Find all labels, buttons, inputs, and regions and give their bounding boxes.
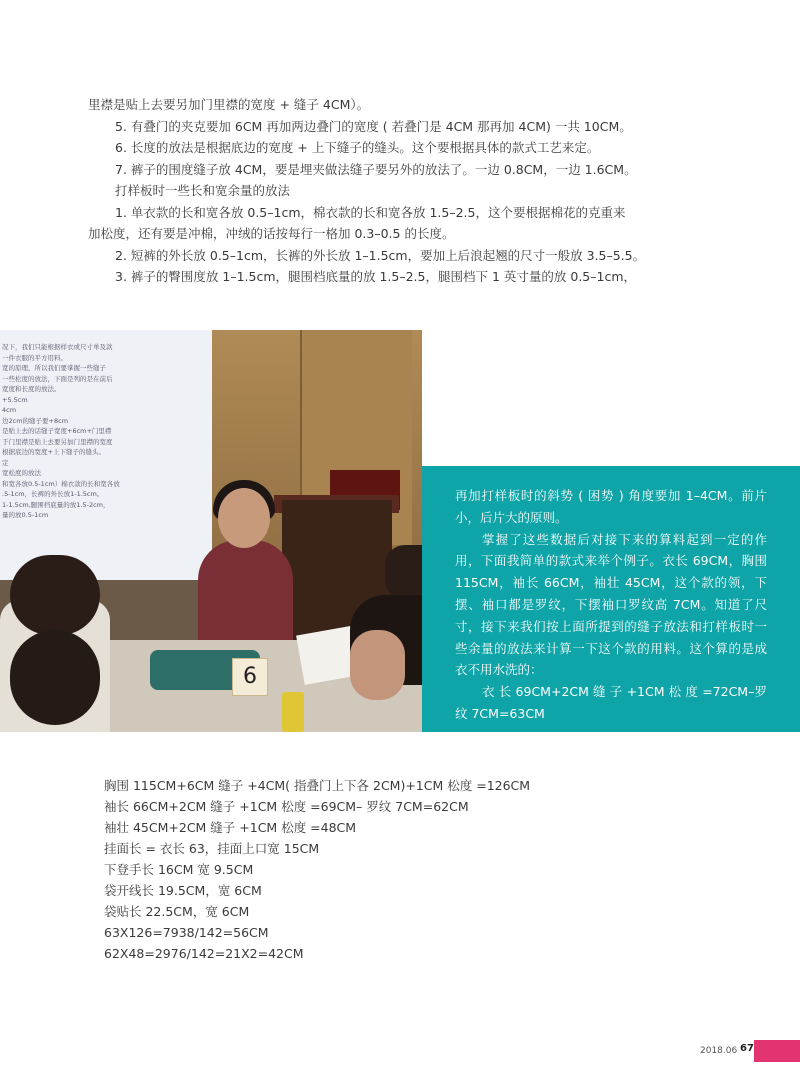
- calculation-line: 下登手长 16CM 宽 9.5CM: [104, 862, 254, 877]
- screen-line: .5-1cm，长裤的外长放1-1.5cm。: [2, 490, 104, 498]
- table-number-card: 6: [232, 658, 268, 696]
- screen-line: 一些松度的放法，下面是列的是在前后: [2, 374, 113, 383]
- calculation-line: 胸围 115CM+6CM 缝子 +4CM( 指叠门上下各 2CM)+1CM 松度 =126CM: [104, 778, 531, 793]
- top-paragraph: 7. 裤子的围度缝子放 4CM，要是埋夹做法缝子要另外的放法了。一边 0.8CM，一边 1.6CM。: [115, 161, 637, 177]
- screen-line: 宽的原理，所以我们要掌握一些缝子: [2, 364, 106, 372]
- top-paragraph: 3. 裤子的臀围度放 1–1.5cm，腿围档底量的放 1.5–2.5，腿围档下 1 英寸量的放 0.5–1cm，: [115, 269, 636, 284]
- photo-cup: [282, 692, 304, 732]
- photo-student-head-front: [10, 630, 100, 725]
- footer-accent-bar: [754, 1040, 800, 1062]
- photo-student-face-right: [350, 630, 405, 700]
- top-paragraph: 6. 长度的放法是根据底边的宽度 + 上下缝子的缝头。这个要根据具体的款式工艺来定。: [115, 140, 600, 155]
- top-paragraph: 里襟是贴上去要另加门里襟的宽度 + 缝子 4CM）。: [88, 97, 370, 112]
- screen-line: 于门里襟是贴上去要另加门里襟的宽度: [2, 437, 113, 446]
- top-body-text: [88, 94, 648, 288]
- photo-student-head: [10, 555, 100, 635]
- screen-line: 况下，我们只能根据样衣或尺寸单及款: [2, 343, 113, 351]
- screen-line: 定: [2, 458, 9, 467]
- top-paragraph: 5. 有叠门的夹克要加 6CM 再加两边叠门的宽度 ( 若叠门是 4CM 那再加 4CM) 一共 10CM。: [115, 118, 632, 134]
- teal-paragraph: 衣 长 69CM+2CM 缝 子 +1CM 松 度 =72CM–罗纹 7CM=63CM: [455, 684, 767, 721]
- screen-line: 宽松度的放法: [2, 469, 41, 477]
- screen-text: [2, 342, 207, 521]
- classroom-photo: [0, 330, 422, 732]
- screen-line: 4cm: [2, 406, 17, 414]
- screen-line: 一件衣服的平方用料。: [2, 353, 67, 362]
- calculation-line: 袋开线长 19.5CM，宽 6CM: [104, 883, 262, 898]
- calculation-line: 62X48=2976/142=21X2=42CM: [104, 946, 304, 961]
- teal-paragraph: 再加打样板时的斜势 ( 困势 ) 角度要加 1–4CM。前片小，后片大的原则。: [455, 488, 767, 525]
- teal-callout-text: [455, 485, 767, 725]
- screen-line: +5.5cm: [2, 395, 28, 404]
- photo-teacher-face: [218, 488, 270, 548]
- photo-student-head-right: [385, 545, 422, 600]
- screen-line: 根据底边的宽度+上下缝子的缝头。: [2, 448, 105, 456]
- screen-line: 和宽各放0.5-1cm）棉衣款的长和宽各放: [2, 479, 120, 488]
- calculation-line: 袋贴长 22.5CM，宽 6CM: [104, 904, 250, 919]
- calculation-line: 袖壮 45CM+2CM 缝子 +1CM 松度 =48CM: [104, 820, 357, 835]
- screen-line: 宽度和长度的放法。: [2, 385, 61, 393]
- calculation-line: 袖长 66CM+2CM 缝子 +1CM 松度 =69CM– 罗纹 7CM=62CM: [104, 799, 469, 814]
- calculation-line: 挂面长 = 衣长 63，挂面上口宽 15CM: [104, 841, 320, 856]
- teal-paragraph: 掌握了这些数据后对接下来的算料起到一定的作用，下面我简单的款式来举个例子。衣长 69CM，胸围 115CM，袖长 66CM，袖壮 45CM，这个款的领，下摆、袖口都是罗纹，下摆袖口罗纹高 7CM。知道了尺寸，接下来我们按上面所提到的缝子放法和打样板时一些余量的放法来计算一下这个款的用料。这个算的是成衣不用水洗的：: [455, 531, 767, 678]
- projection-screen: [0, 330, 212, 580]
- screen-line: 边2cm的缝子要+8cm: [2, 416, 69, 425]
- top-paragraph: 1. 单衣款的长和宽各放 0.5–1cm，棉衣款的长和宽各放 1.5–2.5，这个要根据棉花的克重来: [115, 204, 626, 220]
- footer-date: 2018.06: [700, 1046, 738, 1056]
- top-paragraph: 2. 短裤的外长放 0.5–1cm，长裤的外长放 1–1.5cm，要加上后浪起翘的尺寸一般放 3.5–5.5。: [115, 247, 646, 263]
- top-paragraph: 加松度，还有要是冲棉，冲绒的话按每行一格加 0.3–0.5 的长度。: [88, 226, 455, 241]
- calculation-list: [104, 775, 604, 964]
- page-number: 67: [740, 1043, 754, 1054]
- screen-line: 1-1.5cm,腿围档底量的放1.5-2cm，: [2, 500, 110, 509]
- screen-line: 量的放0.5-1cm: [2, 511, 49, 519]
- calculation-line: 63X126=7938/142=56CM: [104, 925, 269, 940]
- top-paragraph: 打样板时一些长和宽余量的放法: [115, 183, 291, 198]
- screen-line: 是贴上去的话缝子宽度+6cm+门里襟: [2, 427, 112, 435]
